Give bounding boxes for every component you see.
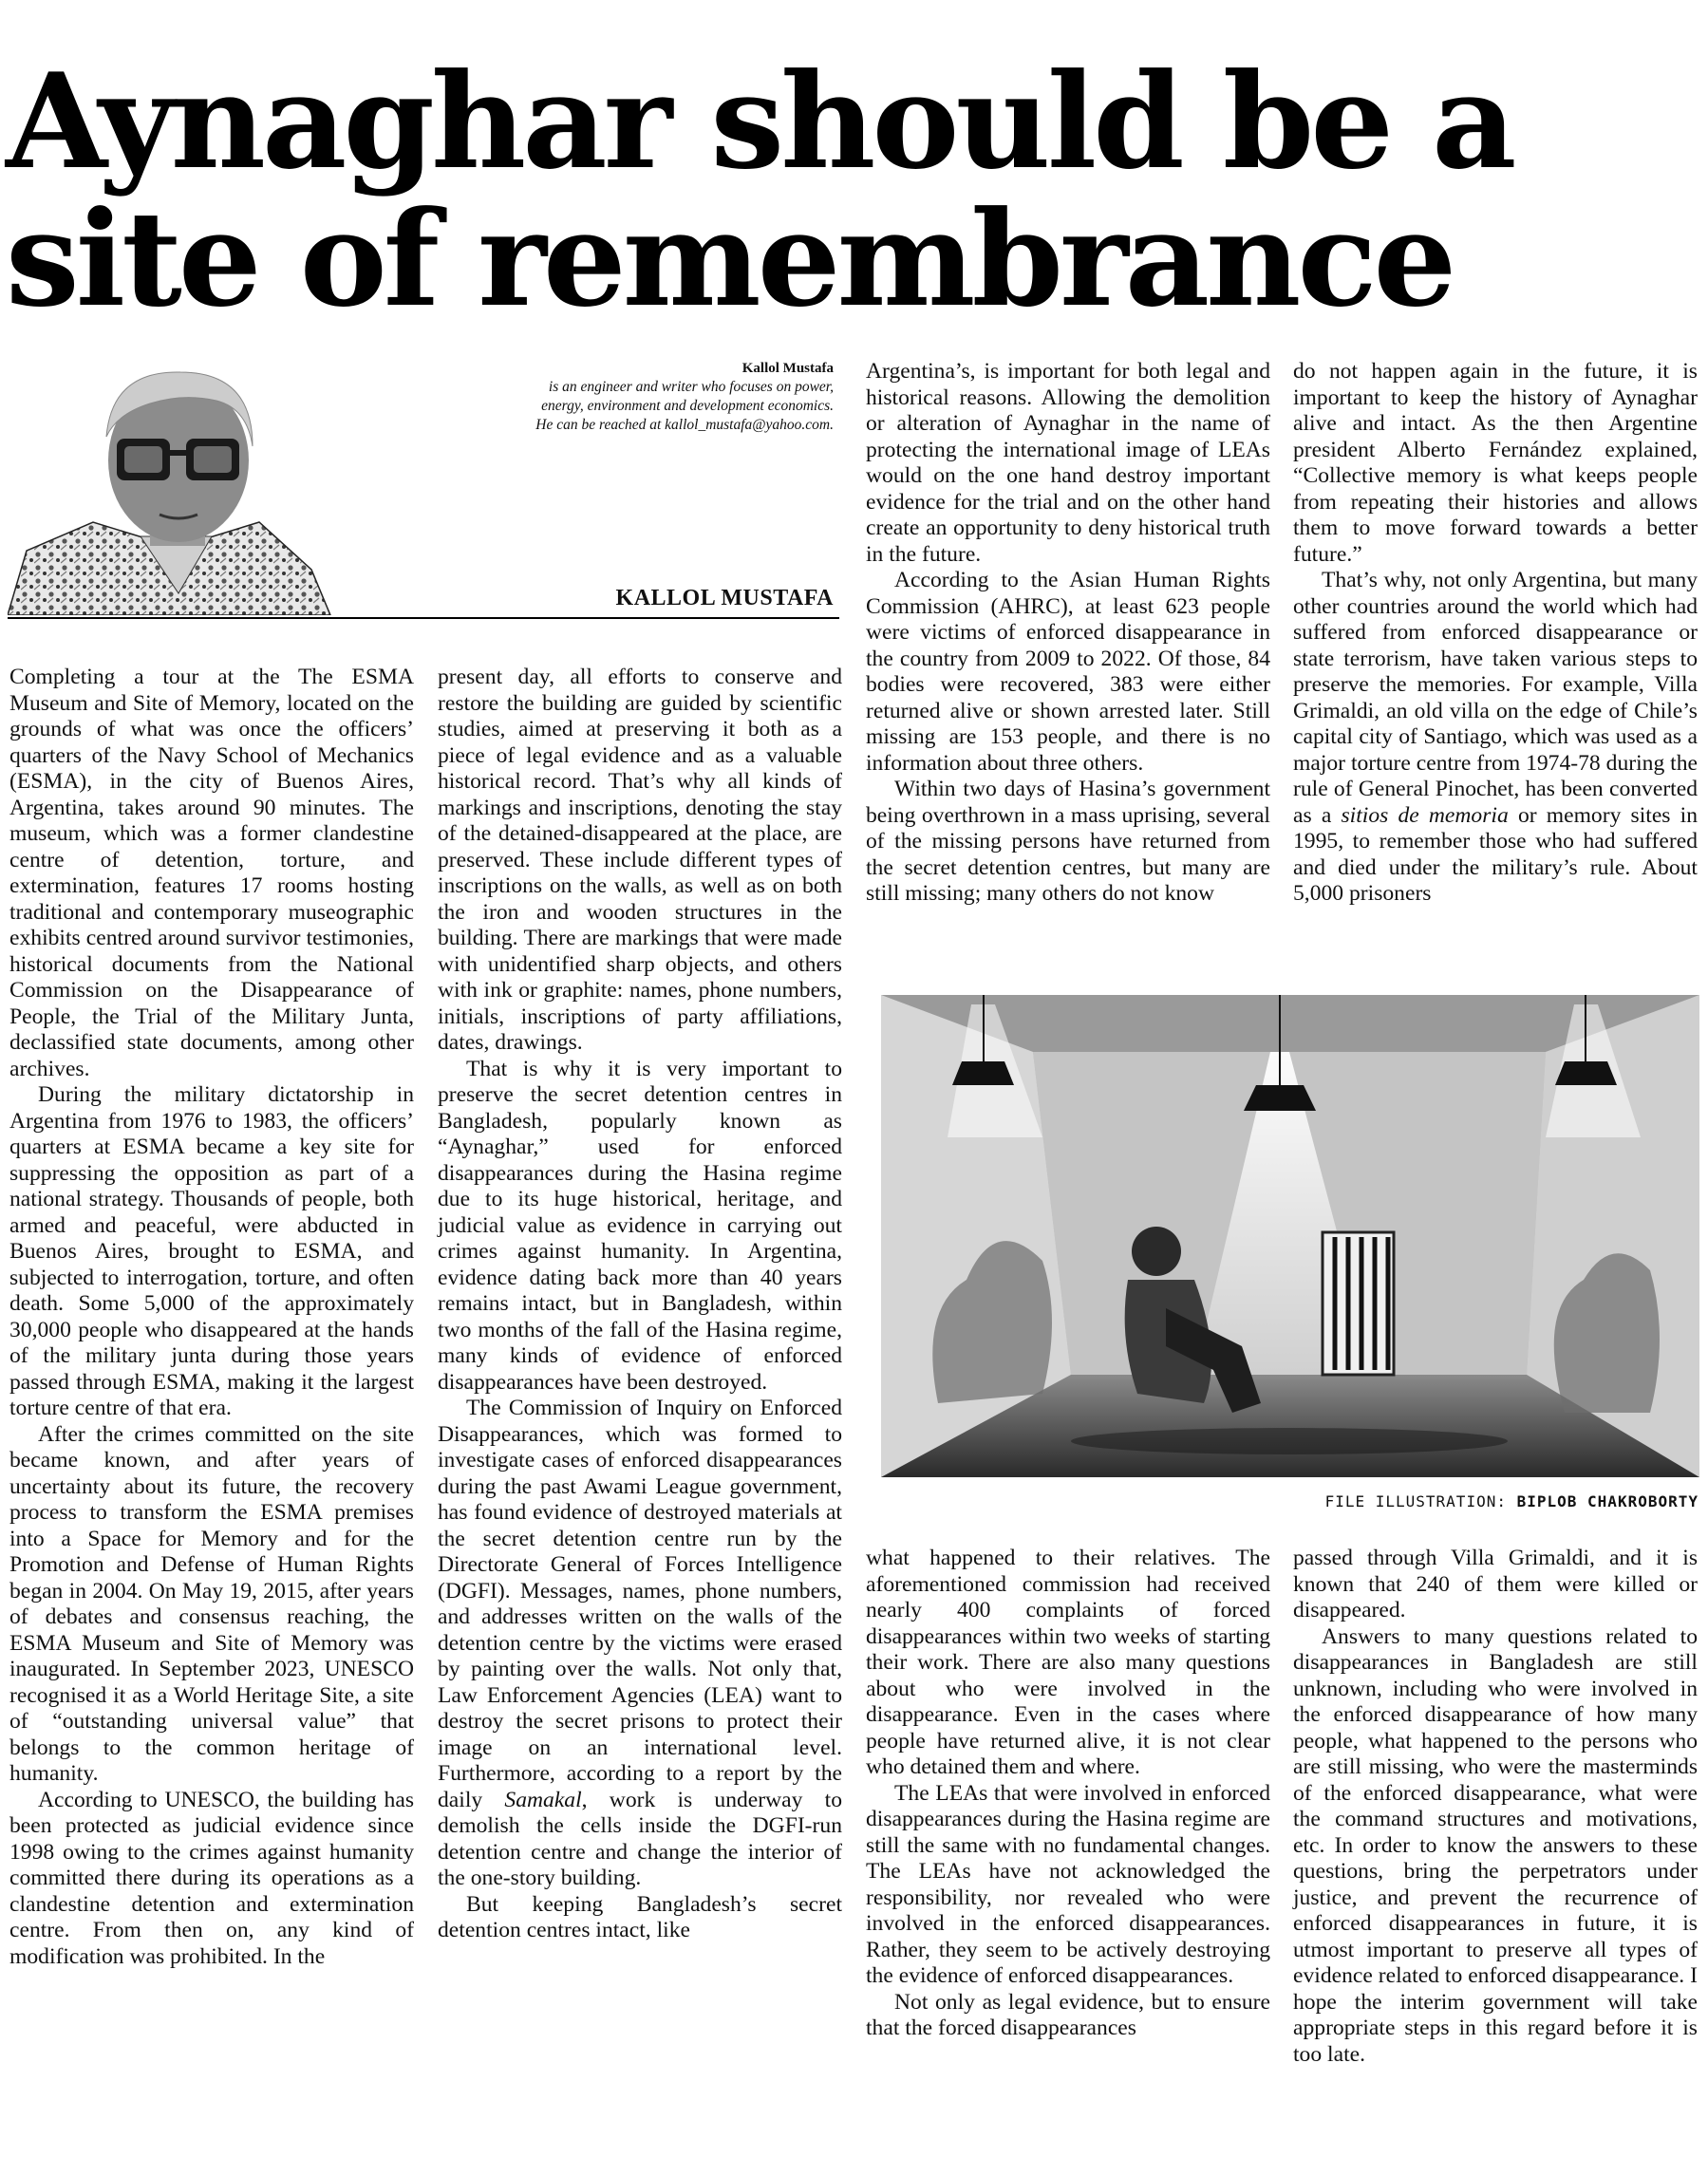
- author-box: [8, 351, 839, 619]
- paragraph: Not only as legal evidence, but to ensure that the forced disappearances: [866, 1989, 1270, 2040]
- text-span: The Commission of Inquiry on Enforced Disappearances, which was formed to investigate cases of enforced disappearances during the past Awami League government, has found evidence of destroyed materials at the secret detention centre run by the Directorate General of Forces Intelligence (DGFI). Messages, names, phone numbers, and addresses written on the walls of the detention centre by the victims were erased by painting over the walls. Not only that, Law Enforcement Agencies (LEA) want to destroy the secret prisons to protect their image on an international level. Furthermore, according to a report by the daily: [438, 1396, 842, 1812]
- paragraph: Within two days of Hasina’s government being overthrown in a mass uprising, several of the missing persons have returned from the secret detention centres, but many are still missing; many others do not know: [866, 777, 1270, 906]
- paragraph: Answers to many questions related to disappearances in Bangladesh are still unknown, including who were involved in the enforced disappearance of how many people, what happened to the persons who are still missing, who were the masterminds of the enforced disappearance, what were the command structures and motivations, etc. In order to know the answers to these questions, bring the perpetrators under justice, and prevent the recurrence of enforced disappearances in future, it is utmost important to preserve all types of evidence related to enforced disappearance. I hope the interim government will take appropriate steps in this regard before it is too late.: [1293, 1623, 1698, 2067]
- author-bio: [425, 359, 834, 435]
- column-3-top: [866, 359, 1270, 908]
- paragraph: According to UNESCO, the building has been protected as judicial evidence since 1998 owing to the crimes against humanity committed there during its operations as a clandestine detention and extermination centre. From then on, any kind of modification was prohibited. In the: [9, 1787, 414, 1969]
- paragraph: passed through Villa Grimaldi, and it is known that 240 of them were killed or disappeared.: [1293, 1546, 1698, 1622]
- paragraph: But keeping Bangladesh’s secret detention centres intact, like: [438, 1891, 842, 1942]
- column-1: [9, 665, 414, 1970]
- paragraph: [1293, 568, 1698, 908]
- author-bio-line: is an engineer and writer who focuses on power,: [548, 379, 834, 395]
- illustration-credit: [1325, 1492, 1699, 1510]
- paragraph: Completing a tour at the The ESMA Museum and Site of Memory, located on the grounds of what was once the officers’ quarters of the Navy School of Mechanics (ESMA), in the city of Buenos Aires, Argentina, takes around 90 minutes. The museum, which was a former clandestine centre of detention, torture, and extermination, features 17 rooms hosting traditional and contemporary museographic exhibits centred around survivor testimonies, historical documents from the National Commission on the Disappearance of People, the Trial of the Military Junta, declassified state documents, among other archives.: [9, 665, 414, 1081]
- headline: Aynaghar should be a site of remembrance: [6, 44, 1513, 336]
- paragraph: During the military dictatorship in Argentina from 1976 to 1983, the officers’ quarters at ESMA became a key site for suppressing the opposition as part of a national strategy. Thousands of people, both armed and peaceful, were abducted in Buenos Aires, brought to ESMA, and subjected to interrogation, torture, and often death. Some 5,000 of the approximately 30,000 people who disappeared at the hands of the military junta during those years passed through ESMA, making it the largest torture centre of that era.: [9, 1082, 414, 1420]
- publication-name: Samakal: [504, 1787, 582, 1812]
- byline: KALLOL MUSTAFA: [615, 586, 834, 610]
- file-illustration: [881, 995, 1699, 1477]
- credit-label: FILE ILLUSTRATION:: [1324, 1492, 1507, 1510]
- paragraph: That is why it is very important to preserve the secret detention centres in Bangladesh, popularly known as “Aynaghar,” used for enforced disappearances during the Hasina regime due to its huge historical, heritage, and judicial value as evidence in carrying out crimes against humanity. In Argentina, evidence dating back more than 40 years remains intact, but in Bangladesh, within two months of the fall of the Hasina regime, many kinds of evidence of enforced disappearances have been destroyed.: [438, 1056, 842, 1395]
- author-bio-line: energy, environment and development economics.: [541, 398, 834, 414]
- credit-name: BIPLOB CHAKROBORTY: [1516, 1492, 1699, 1510]
- paragraph: [438, 1396, 842, 1892]
- column-4-top: [1293, 359, 1698, 908]
- text-span: That’s why, not only Argentina, but many other countries around the world which had suffered from enforced disappearance or state terrorism, have taken various steps to preserve the memories. For example, Villa Grimaldi, an old villa on the edge of Chile’s capital city of Santiago, which was used as a major torture centre from 1974-78 during the rule of General Pinochet, has been converted as a: [1293, 568, 1698, 828]
- foreign-term: sitios de memoria: [1341, 802, 1509, 828]
- paragraph: The LEAs that were involved in enforced disappearances during the Hasina regime are still the same with no fundamental changes. The LEAs have not acknowledged the responsibility, nor revealed who were involved in the enforced disappearances. Rather, they seem to be actively destroying the evidence of enforced disappearances.: [866, 1780, 1270, 1988]
- text-span: , work is underway to demolish the cells inside the DGFI-run detention centre and change the interior of the one-story building.: [438, 1787, 842, 1890]
- paragraph: what happened to their relatives. The aforementioned commission had received nearly 400 complaints of forced disappearances within two weeks of starting their work. There are also many questions about who were involved in the disappearance. Even in the cases where people have returned alive, it is not clear who detained them and where.: [866, 1546, 1270, 1779]
- paragraph: According to the Asian Human Rights Commission (AHRC), at least 623 people were victims of enforced disappearance in the country from 2009 to 2022. Of those, 84 bodies were recovered, 383 were either returned alive or shown arrested later. Still missing are 153 people, and there is no information about three others.: [866, 568, 1270, 776]
- column-4-bottom: [1293, 1546, 1698, 2068]
- author-portrait: [8, 351, 425, 615]
- author-name: Kallol Mustafa: [741, 361, 834, 376]
- paragraph: After the crimes committed on the site became known, and after years of uncertainty about its future, the recovery process to transform the ESMA premises into a Space for Memory and for the Promotion and Defense of Human Rights began in 2004. On May 19, 2015, after years of debates and consensus reaching, the ESMA Museum and Site of Memory was inaugurated. In September 2023, UNESCO recognised it as a World Heritage Site, a site of “outstanding universal value” that belongs to the common heritage of humanity.: [9, 1421, 414, 1786]
- paragraph: do not happen again in the future, it is important to keep the history of Aynaghar alive and intact. As the then Argentine president Alberto Fernández explained, “Collective memory is what keeps people from repeating their histories and allows them to move forward towards a better future.”: [1293, 359, 1698, 567]
- text-span: or memory sites in 1995, to remember those who had suffered and died under the military’s rule. About 5,000 prisoners: [1293, 802, 1698, 906]
- paragraph: present day, all efforts to conserve and restore the building are guided by scientific studies, aimed at preserving it both as a piece of legal evidence and as a valuable historical record. That’s why all kinds of markings and inscriptions, denoting the stay of the detained-disappeared at the place, are preserved. These include different types of inscriptions on the walls, as well as on both the iron and wooden structures in the building. There are markings that were made with unidentified sharp objects, and others with ink or graphite: names, phone numbers, initials, inscriptions of party affiliations, dates, drawings.: [438, 665, 842, 1055]
- author-bio-line: He can be reached at kallol_mustafa@yahoo.com.: [535, 417, 834, 433]
- column-3-bottom: [866, 1546, 1270, 2042]
- paragraph: Argentina’s, is important for both legal and historical reasons. Allowing the demolition or alteration of Aynaghar in the name of protecting the international image of LEAs would on the one hand destroy important evidence for the trial and on the other hand create an opportunity to deny historical truth in the future.: [866, 359, 1270, 567]
- column-2: [438, 665, 842, 1944]
